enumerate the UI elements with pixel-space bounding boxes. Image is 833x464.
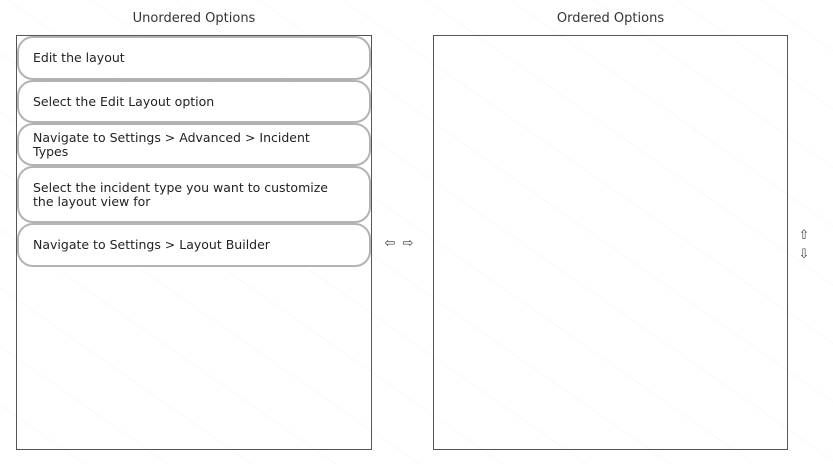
option-label: Edit the layout (33, 50, 125, 65)
option-label: Navigate to Settings > Layout Builder (33, 237, 270, 252)
unordered-options-list[interactable] (16, 35, 372, 450)
ordered-options-list[interactable] (433, 35, 788, 450)
option-label: Select the incident type you want to customize the layout view for (33, 179, 328, 209)
ordered-options-title: Ordered Options (556, 11, 665, 26)
option-item[interactable] (17, 36, 371, 80)
option-label: Select the Edit Layout option (33, 93, 215, 109)
option-item[interactable] (17, 123, 371, 166)
move-right-arrow-icon[interactable]: ⇨ (402, 236, 414, 251)
option-label: Navigate to Settings > Advanced > Incident Types (33, 129, 310, 159)
move-down-arrow-icon[interactable]: ⇩ (798, 247, 810, 262)
option-item[interactable] (17, 80, 371, 123)
option-item[interactable] (17, 166, 371, 223)
move-up-arrow-icon[interactable]: ⇧ (798, 228, 810, 243)
unordered-options-title: Unordered Options (132, 11, 256, 26)
option-item[interactable] (17, 223, 371, 267)
move-left-arrow-icon[interactable]: ⇦ (384, 236, 396, 251)
